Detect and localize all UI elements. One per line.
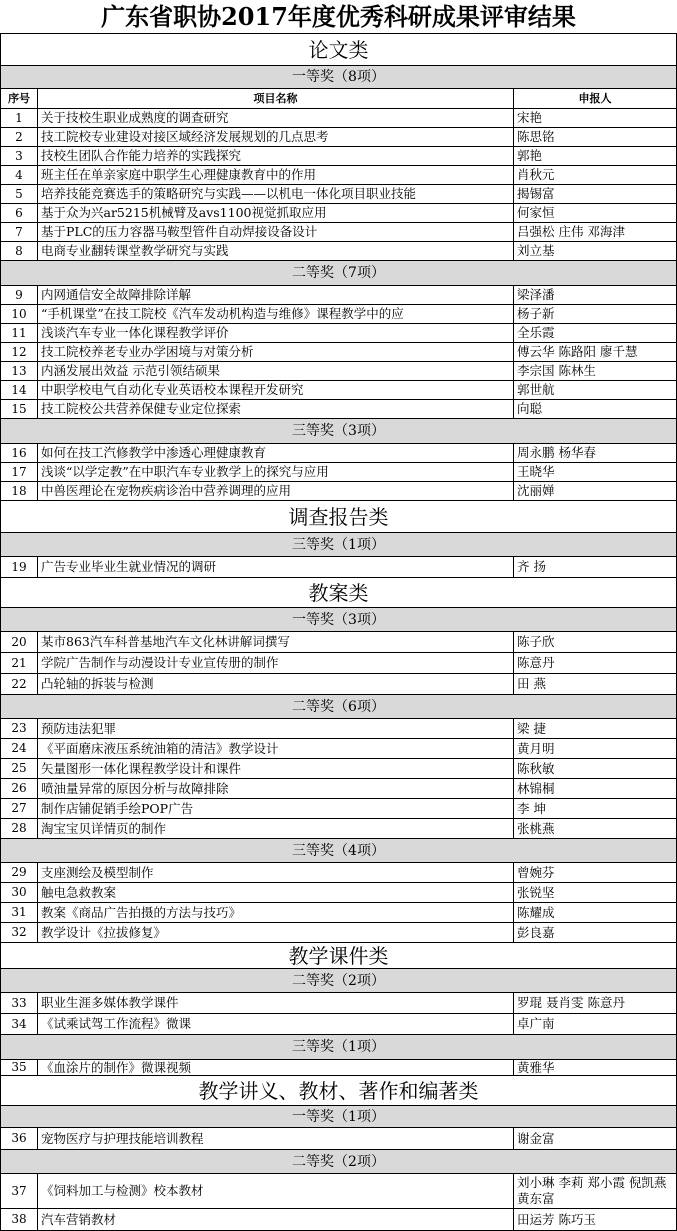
project-name: 中职学校电气自动化专业英语校本课程开发研究 (38, 381, 514, 399)
table-row (0, 147, 677, 166)
project-name: 内网通信安全故障排除详解 (38, 286, 514, 304)
award-level-heading: 三等奖（3项） (0, 419, 677, 444)
project-name: 浅谈汽车专业一体化课程教学评价 (38, 324, 514, 342)
page-title: 广东省职协2017年度优秀科研成果评审结果 (0, 0, 677, 34)
row-number: 10 (1, 305, 38, 323)
award-level-heading: 二等奖（6项） (0, 695, 677, 719)
project-name: 《血涂片的制作》微课视频 (38, 1060, 514, 1075)
row-number: 35 (1, 1060, 38, 1075)
row-number: 32 (1, 923, 38, 942)
project-name: 关于技校生职业成熟度的调查研究 (38, 109, 514, 127)
applicant: 张桃燕 (517, 821, 555, 836)
applicant: 陈思铭 (517, 129, 555, 144)
project-name: 内涵发展出效益 示范引领结硕果 (38, 362, 514, 380)
table-row (0, 1174, 677, 1209)
applicant: 黄月明 (517, 741, 555, 756)
project-name: 学院广告制作与动漫设计专业宣传册的制作 (38, 653, 514, 673)
table-row (0, 923, 677, 943)
table-row (0, 242, 677, 261)
table-row (0, 185, 677, 204)
project-name: 教案《商品广告拍摄的方法与技巧》 (38, 903, 514, 922)
project-name: 技工院校公共营养保健专业定位探索 (38, 400, 514, 418)
award-level-heading: 一等奖（3项） (0, 608, 677, 632)
table-row (0, 109, 677, 128)
row-number: 37 (1, 1174, 38, 1208)
row-number: 31 (1, 903, 38, 922)
row-number: 21 (1, 653, 38, 673)
table-row (0, 1128, 677, 1150)
table-row (0, 204, 677, 223)
applicant: 罗琨 聂肖雯 陈意丹 (517, 995, 625, 1010)
award-level-heading: 二等奖（7项） (0, 261, 677, 286)
column-header-row (0, 89, 677, 109)
applicant: 何家恒 (517, 205, 555, 220)
table-row (0, 128, 677, 147)
row-number: 23 (1, 719, 38, 738)
applicant: 梁泽潘 (517, 287, 555, 302)
project-name: 技工院校养老专业办学困境与对策分析 (38, 343, 514, 361)
project-name: “手机课堂”在技工院校《汽车发动机构造与维修》课程教学中的应 (38, 305, 514, 323)
award-level-heading: 二等奖（2项） (0, 1150, 677, 1174)
applicant: 张锐坚 (517, 885, 555, 900)
applicant: 陈耀成 (517, 905, 555, 920)
applicant: 卓广南 (517, 1016, 555, 1031)
row-number: 15 (1, 400, 38, 418)
applicant: 李宗国 陈林生 (517, 363, 596, 378)
project-name: 基于PLC的压力容器马鞍型管件自动焊接设备设计 (38, 223, 514, 241)
table-row (0, 1209, 677, 1231)
applicant: 陈意丹 (517, 655, 555, 670)
row-number: 9 (1, 286, 38, 304)
row-number: 26 (1, 779, 38, 798)
applicant: 向聪 (517, 401, 543, 416)
applicant: 陈秋敏 (517, 761, 555, 776)
table-row (0, 444, 677, 463)
project-name: 班主任在单亲家庭中职学生心理健康教育中的作用 (38, 166, 514, 184)
row-number: 19 (1, 557, 38, 577)
row-number: 14 (1, 381, 38, 399)
table-row (0, 223, 677, 242)
table-row (0, 362, 677, 381)
row-number: 4 (1, 166, 38, 184)
applicant: 梁 捷 (517, 721, 546, 736)
row-number: 16 (1, 444, 38, 462)
project-name: 基于众为兴ar5215机械臂及avs1100视觉抓取应用 (38, 204, 514, 222)
row-number: 38 (1, 1209, 38, 1230)
applicant: 彭良嘉 (517, 925, 555, 940)
table-row (0, 674, 677, 695)
applicant: 李 坤 (517, 801, 546, 816)
applicant: 王晓华 (517, 464, 555, 479)
applicant: 全乐霞 (517, 325, 555, 340)
table-row (0, 343, 677, 362)
applicant: 郭艳 (517, 148, 543, 163)
table-row (0, 632, 677, 653)
applicant: 刘立基 (517, 243, 555, 258)
award-level-heading: 三等奖（1项） (0, 1035, 677, 1060)
row-number: 33 (1, 993, 38, 1013)
row-number: 20 (1, 632, 38, 652)
table-row (0, 166, 677, 185)
project-name: 如何在技工汽修教学中渗透心理健康教育 (38, 444, 514, 462)
category-heading: 论文类 (0, 34, 677, 66)
row-number: 36 (1, 1128, 38, 1149)
table-row (0, 381, 677, 400)
applicant: 周永鹏 杨华春 (517, 445, 596, 460)
applicant: 林锦桐 (517, 781, 555, 796)
project-name: 职业生涯多媒体教学课件 (38, 993, 514, 1013)
table-row (0, 653, 677, 674)
row-number: 7 (1, 223, 38, 241)
project-name: 矢量图形一体化课程教学设计和课件 (38, 759, 514, 778)
applicant: 宋艳 (517, 110, 543, 125)
table-row (0, 1060, 677, 1076)
row-number: 27 (1, 799, 38, 818)
applicant: 曾婉芬 (517, 865, 555, 880)
project-name: 电商专业翻转课堂教学研究与实践 (38, 242, 514, 260)
table-row (0, 286, 677, 305)
applicant: 肖秋元 (517, 167, 555, 182)
header-number: 序号 (1, 89, 38, 108)
applicant: 陈子欣 (517, 634, 555, 649)
row-number: 1 (1, 109, 38, 127)
applicant: 田 燕 (517, 676, 546, 691)
table-row (0, 863, 677, 883)
table-row (0, 463, 677, 482)
row-number: 24 (1, 739, 38, 758)
row-number: 12 (1, 343, 38, 361)
award-level-heading: 三等奖（1项） (0, 533, 677, 557)
project-name: 制作店铺促销手绘POP广告 (38, 799, 514, 818)
header-applicant: 申报人 (578, 92, 612, 105)
project-name: 培养技能竞赛选手的策略研究与实践——以机电一体化项目职业技能 (38, 185, 514, 203)
project-name: 《平面磨床液压系统油箱的清洁》教学设计 (38, 739, 514, 758)
applicant: 刘小琳 李莉 郑小霞 倪凯燕 黄东富 (517, 1175, 667, 1206)
row-number: 6 (1, 204, 38, 222)
row-number: 8 (1, 242, 38, 260)
project-name: 中兽医理论在宠物疾病诊治中营养调理的应用 (38, 482, 514, 500)
table-row (0, 799, 677, 819)
row-number: 11 (1, 324, 38, 342)
project-name: 技工院校专业建设对接区域经济发展规划的几点思考 (38, 128, 514, 146)
project-name: 教学设计《拉拔修复》 (38, 923, 514, 942)
project-name: 宠物医疗与护理技能培训教程 (38, 1128, 514, 1149)
table-row (0, 739, 677, 759)
category-heading: 教学课件类 (0, 943, 677, 969)
row-number: 28 (1, 819, 38, 838)
project-name: 技校生团队合作能力培养的实践探究 (38, 147, 514, 165)
row-number: 3 (1, 147, 38, 165)
project-name: 喷油量异常的原因分析与故障排除 (38, 779, 514, 798)
table-row (0, 305, 677, 324)
project-name: 某市863汽车科普基地汽车文化林讲解词撰写 (38, 632, 514, 652)
category-heading: 教案类 (0, 578, 677, 608)
applicant: 黄雅华 (517, 1060, 555, 1075)
row-number: 5 (1, 185, 38, 203)
table-row (0, 883, 677, 903)
project-name: 凸轮轴的拆装与检测 (38, 674, 514, 694)
table-row (0, 903, 677, 923)
applicant: 齐 扬 (517, 559, 546, 574)
row-number: 30 (1, 883, 38, 902)
table-row (0, 759, 677, 779)
table-row (0, 324, 677, 343)
applicant: 吕强松 庄伟 邓海津 (517, 224, 625, 239)
project-name: 触电急救教案 (38, 883, 514, 902)
award-level-heading: 二等奖（2项） (0, 969, 677, 993)
applicant: 杨子新 (517, 306, 555, 321)
row-number: 17 (1, 463, 38, 481)
project-name: 支座测绘及模型制作 (38, 863, 514, 882)
applicant: 沈丽婵 (517, 483, 555, 498)
project-name: 《试乘试驾工作流程》微课 (38, 1014, 514, 1034)
project-name: 预防违法犯罪 (38, 719, 514, 738)
header-project-name: 项目名称 (38, 89, 514, 108)
table-row (0, 400, 677, 419)
row-number: 25 (1, 759, 38, 778)
table-row (0, 819, 677, 839)
project-name: 汽车营销教材 (38, 1209, 514, 1230)
applicant: 郭世航 (517, 382, 555, 397)
applicant: 田运芳 陈巧玉 (517, 1212, 596, 1227)
award-level-heading: 三等奖（4项） (0, 839, 677, 863)
category-heading: 调查报告类 (0, 501, 677, 533)
table-row (0, 779, 677, 799)
applicant: 揭锡富 (517, 186, 555, 201)
category-heading: 教学讲义、教材、著作和编著类 (0, 1076, 677, 1106)
award-level-heading: 一等奖（8项） (0, 66, 677, 89)
row-number: 2 (1, 128, 38, 146)
table-row (0, 557, 677, 578)
project-name: 浅谈“以学定教”在中职汽车专业教学上的探究与应用 (38, 463, 514, 481)
applicant: 谢金富 (517, 1131, 555, 1146)
award-level-heading: 一等奖（1项） (0, 1106, 677, 1128)
row-number: 18 (1, 482, 38, 500)
project-name: 淘宝宝贝详情页的制作 (38, 819, 514, 838)
table-row (0, 482, 677, 501)
table-row (0, 719, 677, 739)
row-number: 29 (1, 863, 38, 882)
row-number: 34 (1, 1014, 38, 1034)
row-number: 13 (1, 362, 38, 380)
project-name: 《饲料加工与检测》校本教材 (38, 1174, 514, 1208)
table-row (0, 993, 677, 1014)
table-row (0, 1014, 677, 1035)
project-name: 广告专业毕业生就业情况的调研 (38, 557, 514, 577)
row-number: 22 (1, 674, 38, 694)
applicant: 傅云华 陈路阳 廖千慧 (517, 344, 638, 359)
